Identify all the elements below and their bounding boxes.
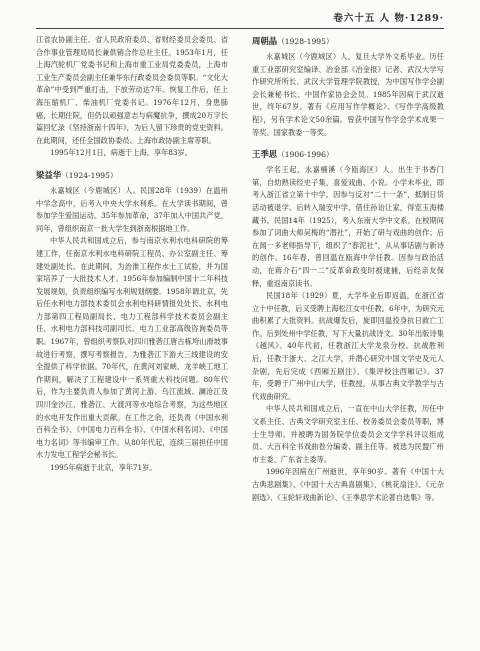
left-column [36,34,228,475]
person-name: 周朝晶 [252,36,278,46]
biography-entry [252,147,444,504]
paragraph: 永嘉城区（今鹿城区）人。复旦大学外文系毕业。历任重工业部研究室编译、冶金部《冶金报》记者、武汉大学写作研究所所长、武汉大学管理学院教授，为中国写作学会副会长兼秘书长、中国作家协会会员。1985年因病于武汉逝世，终年67岁。著有《应用写作学概论》、《写作学高级教程》，另有学术论文50余篇。曾获中国写作学会学术成果一等奖、国家教委一等奖。 [252,52,444,137]
paragraph: 民国18年（1929）夏，大学毕业后即返温，在浙江省立十中任教，后又受聘上海松江女中任教。6年中，为研究元曲积累了大批资料。抗战爆发后，旋即回温投身抗日救亡工作。后到处州中学任教，写下大量抗战诗文。30年出版诗集《越风》。40年代初，任教浙江大学龙泉分校。抗战胜利后，任教于浙大、之江大学，并潜心研究中国文学史及元人杂剧，先后完成《西厢五剧注》、《集评校注西厢记》。37年，受聘于广州中山大学，任教授，从事古典文学教学与古代戏曲研究。 [252,291,444,401]
life-years: （1928-1995） [277,37,334,46]
paragraph: 中华人民共和国成立后，一直在中山大学任教，历任中文系主任、古典文学研究室主任、校务委员会委员等职，博士生导师。并被聘为国务院学位委员会文学学科评议组成员、大百科全书戏曲卷分编委、副主任等。被选为民盟广州市主委、广东省主委等。 [252,404,444,464]
paragraph: 1996年因病在广州逝世，享年90岁。著有《中国十大古典悲剧集》、《中国十大古典喜剧集》、《桃花扇注》、《元杂剧选》、《玉轮轩戏曲新论》、《王季思学术论著自选集》等。 [252,467,444,502]
entry-title [252,147,444,162]
paragraph: 永嘉城区（今鹿城区）人。民国28年（1939）在温州中学念高中，后考入中央大学水利系。在大学读书期间，曾参加学生爱国运动。35年参加革命，37年加入中国共产党，同年，曾组织南京一批大学生到浙南根据地工作。 [36,185,228,233]
paragraph: 江省农协副主任、省人民政府委员、省财经委员会委员、省合作事业管理局局长兼供销合作总社主任。1953年1月，任上海汽轮机厂党委书记和上海市重工业局党委委员，上海市工业生产委员会副主任兼华东行政委员会委员等职。“文化大革命”中受到严重打击，下放劳动达7年。恢复工作后，任上海压缩机厂、柴油机厂党委书记。1976年12月，身患肺癌，长期住院，但仍以顽强意志与病魔抗争，撰成20万字长篇回忆录《坚持浙南十四年》，为后人留下珍贵的党史资料。在此期间，还任全国政协委员、上海市政协副主席等职。 [36,35,228,145]
paragraph: 1995年12月1日，病逝于上海，享年83岁。 [50,148,192,158]
person-name: 王季思 [252,149,278,160]
paragraph: 1995年病逝于北京，享年71岁。 [50,463,157,472]
right-column [252,34,444,504]
entry-continuation [36,34,228,160]
biography-entry [36,168,228,475]
paragraph: 中华人民共和国成立后，参与南京水利水电科研院的筹建工作，任南京水利水电科研院工程员、办公室副主任、筹建处副处长。在此期间，为治淮工程作水土工试验，并为国家培养了一大批技术人才。1956年参加编制中国十二年科技发展规划，负责组织编写水利规划纲要。1958年调北京，先后任水利电力部技术委员会水利电科研情报处处长、水利电力部第四工程局副局长、电力工程部科学技术委员会副主任、水利电力部科技司副司长、电力工业部高级咨询委员等职。1967年，曾组织考察队对四川雅砻江唐古栋垮山滑坡事故进行考察，撰写考察报告，为雅砻江下游大三线建设的安全提供了科学依据。70年代，在黄河刘家峡、龙羊峡工地工作期间，解决了工程建设中一系列重大科技问题。80年代后，作为主要负责人参加了黄河上游、乌江流域、澜沧江及四川金沙江、雅砻江、大渡河等水电综合考察，为这些地区的水电开发作出重大贡献。在工作之余，还负责《中国水利百科全书》、《中国电力百科全书》、《中国水利名词》、《中国电力名词》等书编审工作。从80年代起，连续三届担任中国水力发电工程学会秘书长。 [36,236,228,460]
entry-title [252,34,444,49]
running-header: 卷六十五 人 物·1289· [333,13,444,24]
person-name: 梁益华 [36,169,62,180]
life-years: （1924-1995） [61,170,118,180]
entry-title [36,168,228,183]
paragraph: 学名王起，永嘉楠溪（今瓯海区）人。出生于书香门第，自幼熟读经史子集，喜爱戏曲、小说。小学未毕业，即考入浙江省立第十中学。因参与反对“二十一条”，抵制日货活动被退学。后转入瑞安中学，借住孙诒让家，得览玉海楼藏书。民国14年（1925），考入东南大学中文系。在校期间参加了词曲大师吴梅的“潜社”，开始了研与戏曲的创作；后在闻一多老师指导下，组织了“春泥社”，从从事话剧与新诗的创作。16年春，曾回温在瓯海中学任教。因参与政治活动，在蒋介石“四一二”反革命政变时被逮捕，后经亲友保释，重返南京读书。 [252,165,444,288]
life-years: （1906-1996） [277,150,334,160]
biography-entry [252,34,444,139]
header-rule [36,28,444,29]
